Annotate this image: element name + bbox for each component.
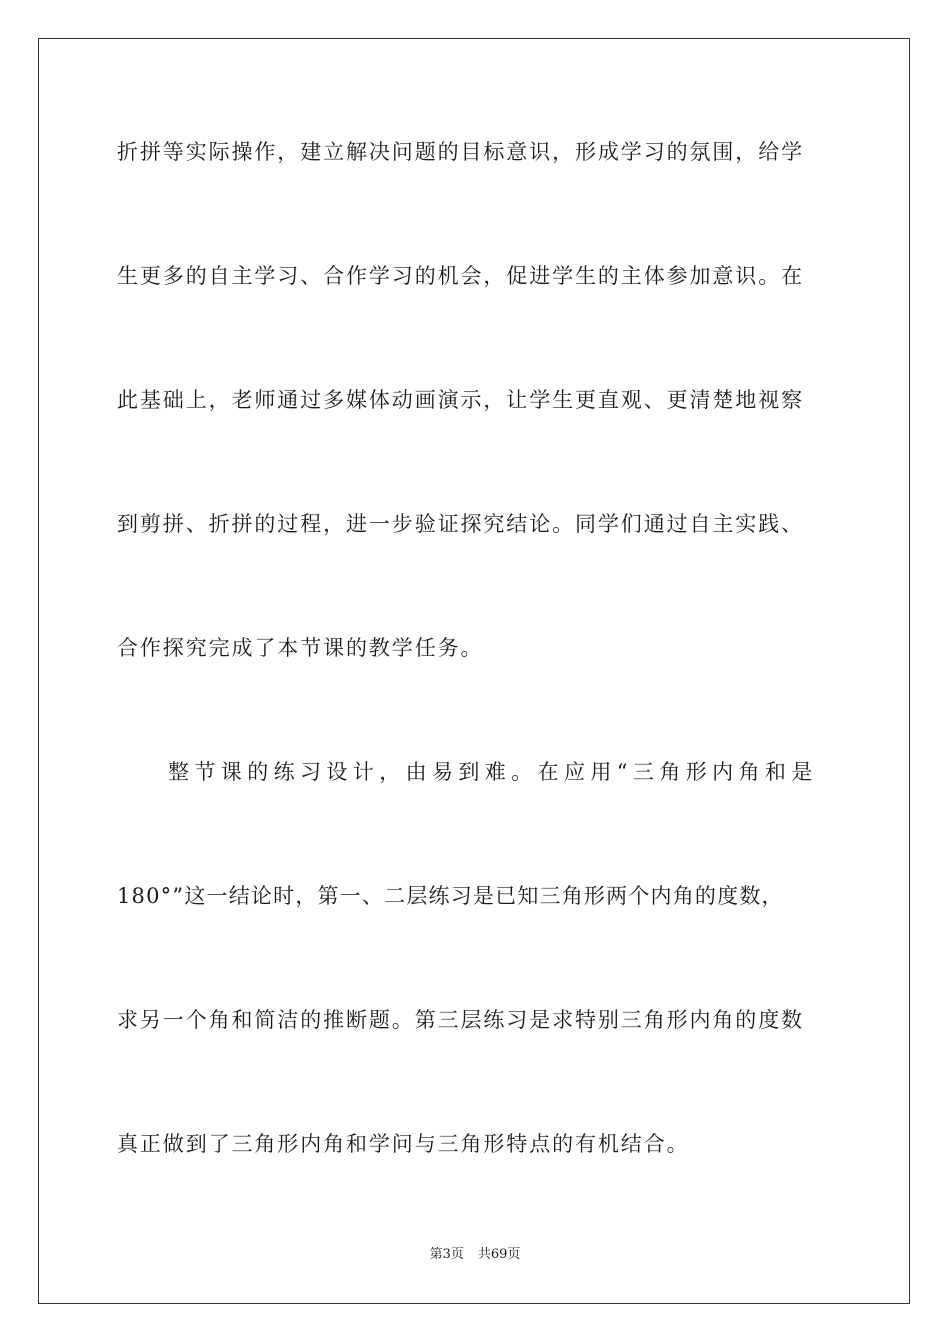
- page-footer: [0, 1246, 950, 1264]
- page-frame: [38, 38, 910, 1304]
- body-text-line-2: 生更多的自主学习、合作学习的机会，促进学生的主体参加意识。在: [117, 264, 804, 288]
- page-total: 共69页: [477, 1247, 521, 1262]
- page-number: 第3页: [429, 1247, 464, 1262]
- paragraph-2-first-line: 整节课的练习设计，由易到难。在应用“三角形内角和是: [168, 760, 818, 784]
- body-text-line-7: 180°”这一结论时，第一、二层练习是已知三角形两个内角的度数，: [117, 884, 784, 908]
- body-text-line-9: 真正做到了三角形内角和学问与三角形特点的有机结合。: [117, 1132, 690, 1156]
- body-text-line-1: 折拼等实际操作，建立解决问题的目标意识，形成学习的氛围，给学: [117, 140, 804, 164]
- body-text-line-3: 此基础上，老师通过多媒体动画演示，让学生更直观、更清楚地视察: [117, 388, 804, 412]
- body-text-line-4: 到剪拼、折拼的过程，进一步验证探究结论。同学们通过自主实践、: [117, 512, 804, 536]
- body-text-line-8: 求另一个角和简洁的推断题。第三层练习是求特别三角形内角的度数: [117, 1008, 804, 1032]
- body-text-line-5: 合作探究完成了本节课的教学任务。: [117, 636, 484, 660]
